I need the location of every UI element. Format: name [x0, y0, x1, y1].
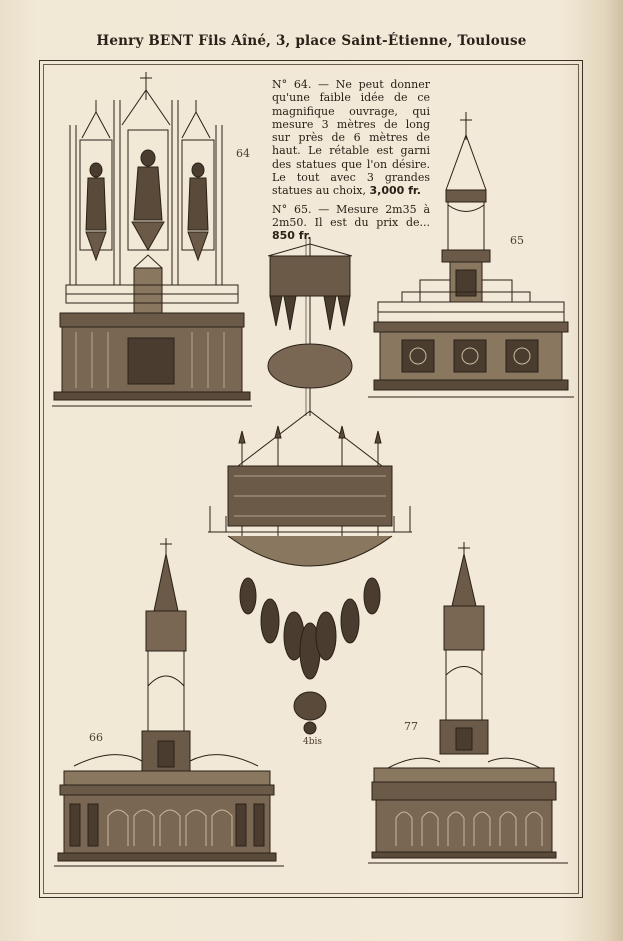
description-64-text: N° 64. — Ne peut donner qu'une faible idée de ce magnifique ouvrage, qui mesure 3 mètres de long sur près de 6 mètres de haut. Le rétable est garni des statues que l'on désire. Le tout avec 3 grandes statues au choix,: [272, 78, 430, 198]
figure-number-77: 77: [404, 720, 418, 733]
page-header: Henry BENT Fils Aîné, 3, place Saint-Étienne, Toulouse: [96, 33, 527, 49]
figure-number-66: 66: [89, 731, 103, 744]
price-65: 850 fr.: [272, 229, 312, 243]
price-64: 3,000 fr.: [369, 184, 421, 198]
description-65-text: N° 65. — Mesure 2m35 à 2m50. Il est du prix de...: [272, 202, 430, 229]
figure-number-64: 64: [236, 147, 250, 160]
altar-77-illustration: [368, 540, 568, 866]
figure-number-65: 65: [510, 234, 524, 247]
altar-66-illustration: [54, 536, 284, 868]
figure-number-chandelier: 4bis: [303, 737, 322, 747]
